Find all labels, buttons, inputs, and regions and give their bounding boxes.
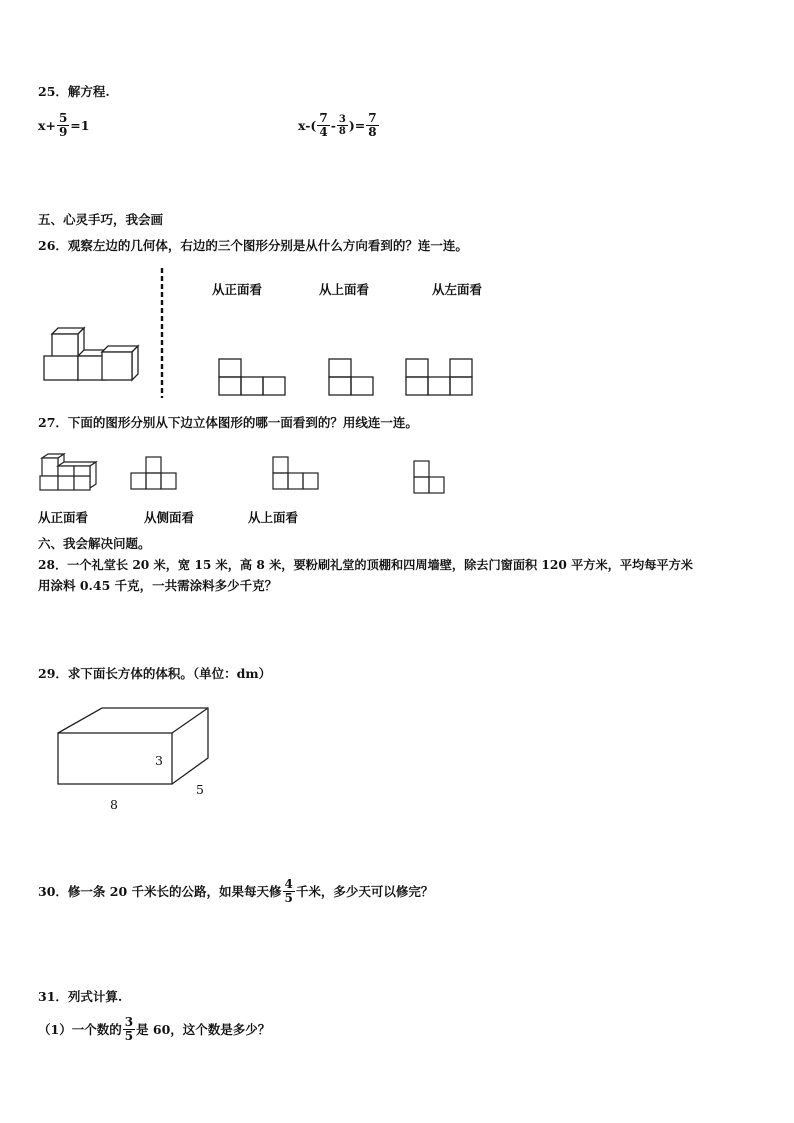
eq2-f3-numerator: 7	[368, 111, 377, 125]
eq1-denominator: 9	[58, 125, 68, 139]
eq1-prefix: x+	[38, 117, 56, 133]
eq1-numerator: 5	[58, 111, 68, 125]
q30-denominator: 5	[284, 891, 293, 905]
eq2-fraction-1	[317, 112, 329, 139]
eq2-close: )=	[348, 117, 366, 133]
eq2-prefix: x-(	[298, 117, 317, 133]
q31-title: 31．列式计算.	[38, 989, 123, 1004]
q29-width-label: 5	[196, 782, 204, 797]
q29-title: 29．求下面长方体的体积。（单位：dm）	[38, 666, 272, 681]
section5-title: 五、心灵手巧，我会画	[38, 212, 164, 227]
eq2-f2-numerator: 3	[338, 114, 346, 125]
q31-fraction	[123, 1016, 135, 1043]
q26-label-left: 从左面看	[432, 282, 483, 297]
q27-view-shape-2	[272, 456, 322, 496]
q26-title: 26．观察左边的几何体，右边的三个图形分别是从什么方向看到的？连一连。	[38, 238, 468, 253]
q28-line-1: 28．一个礼堂长 20 米，宽 15 米，高 8 米，要粉刷礼堂的顶棚和四周墙壁，除去门窗面积 120 平方米，平均每平方米	[38, 558, 693, 572]
q31-sub1-prefix: （1）一个数的	[38, 1021, 122, 1037]
q30-numerator: 4	[284, 877, 293, 891]
q26-dashed-divider	[160, 268, 164, 398]
eq2-fraction-3	[366, 112, 378, 139]
q27-label-front: 从正面看	[38, 510, 89, 525]
q30-fraction	[283, 878, 295, 905]
q27-view-shape-1	[130, 456, 180, 496]
section6-title: 六、我会解决问题。	[38, 536, 151, 551]
q29-length-label: 8	[110, 797, 118, 812]
q27-title: 27．下面的图形分别从下边立体图形的哪一面看到的？用线连一连。	[38, 415, 418, 430]
q31-numerator: 3	[124, 1015, 134, 1029]
q27-label-side: 从侧面看	[144, 510, 195, 525]
q29-height-label: 3	[155, 753, 163, 768]
q31-sub1	[38, 1016, 270, 1043]
q30-suffix: 千米，多少天可以修完？	[295, 883, 434, 899]
q26-solid-figure	[40, 322, 160, 382]
q26-view-shape-2	[328, 358, 378, 398]
q25-title: 25．解方程.	[38, 84, 110, 99]
q26-view-shape-3	[405, 358, 475, 398]
eq2-f2-denominator: 8	[338, 126, 346, 137]
q26-label-front: 从正面看	[212, 282, 263, 297]
q30-question	[38, 878, 433, 905]
q25-equation-2	[298, 112, 380, 139]
q28-line-2: 用涂料 0.45 千克，一共需涂料多少千克？	[38, 578, 278, 593]
q30-prefix: 30．修一条 20 千米长的公路，如果每天修	[38, 883, 282, 899]
q26-view-shape-1	[218, 358, 288, 398]
eq2-minus: -	[330, 117, 336, 133]
eq2-f1-numerator: 7	[319, 111, 328, 125]
q31-denominator: 5	[124, 1029, 134, 1043]
eq2-fraction-2	[337, 114, 348, 137]
eq2-f1-denominator: 4	[319, 125, 328, 139]
q26-label-top: 从上面看	[319, 282, 370, 297]
eq1-suffix: =1	[70, 117, 90, 133]
eq1-fraction	[57, 112, 69, 139]
q25-equation-1	[38, 112, 89, 139]
q27-label-top: 从上面看	[248, 510, 299, 525]
q31-sub1-suffix: 是 60，这个数是多少？	[136, 1021, 271, 1037]
eq2-f3-denominator: 8	[368, 125, 377, 139]
q27-view-shape-3	[413, 460, 453, 500]
q27-solid-figure	[38, 452, 102, 492]
